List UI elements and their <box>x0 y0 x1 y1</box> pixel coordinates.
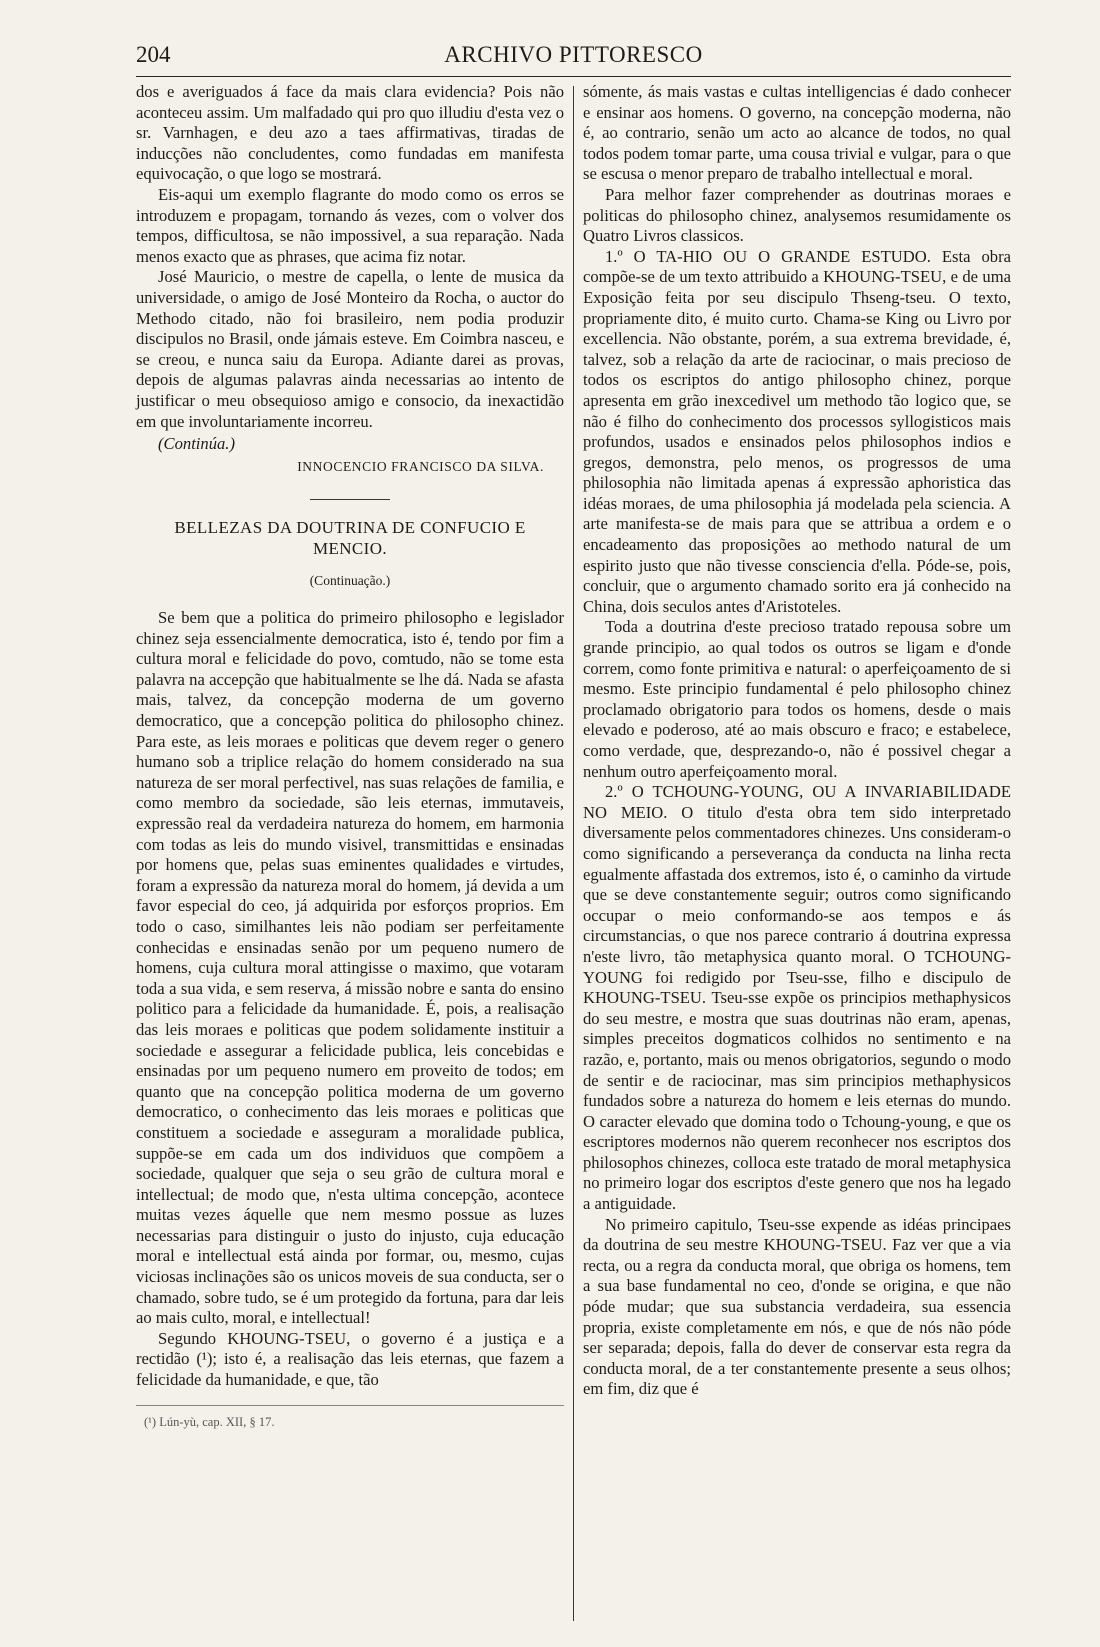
paragraph: Segundo KHOUNG-TSEU, o governo é a justiça e a rectidão (¹); isto é, a realisação das leis eternas, que fazem a felicidade da humanidade, e que, tão <box>136 1328 564 1390</box>
article-title: BELLEZAS DA DOUTRINA DE CONFUCIO E MENCIO. <box>174 518 526 558</box>
paragraph: Para melhor fazer comprehender as doutrinas moraes e politicas do philosopho chinez, analysemos resumidamente os Quatro Livros classicos. <box>583 184 1011 246</box>
footnote-rule <box>136 1405 564 1406</box>
paragraph: 1.º O TA-HIO OU O GRANDE ESTUDO. Esta obra compõe-se de um texto attribuido a KHOUNG-TSEU, e de uma Exposição feita por seu discipulo Thseng-tseu. O texto, propriamente dito, é muito curto. Chama-se King ou Livro por excellencia. Não obstante, porém, a sua extrema brevidade, é, talvez, sob a relação da arte de raciocinar, o mais precioso de todos os escriptos do antigo philosopho chinez, porque apresenta em grão inexcedivel um methodo tão logico que, se não é filho do conhecimento dos processos syllogisticos mais profundos, usados e ensinados pelos philosophos indios e gregos, demonstra, pelo menos, os progressos de uma philosophia não limitada apenas á expressão aphoristica das idéas moraes, de uma philosophia já modelada pela sciencia. A arte manifesta-se de mais para que se attribua a ordem e o encadeamento das proposições ao methodo natural de um espirito justo que não tivesse consciencia d'ella. Póde-se, pois, concluir, que o argumento chamado sorito era já conhecido na China, dois seculos antes d'Aristoteles. <box>583 246 1011 616</box>
column-divider <box>573 86 574 1621</box>
paragraph: dos e averiguados á face da mais clara evidencia? Pois não aconteceu assim. Um malfadado qui pro quo illudiu d'esta vez o sr. Varnhagen, e deu azo a taes affirmativas, tiradas de inducções não concludentes, como fundadas em manifesta equivocação, o que logo se mostrará. <box>136 82 564 184</box>
article-subtitle: (Continuação.) <box>309 573 391 589</box>
right-column <box>583 82 1011 1400</box>
paragraph: No primeiro capitulo, Tseu-sse expende as idéas principaes da doutrina de seu mestre KHOUNG-TSEU. Faz ver que a via recta, ou a regra da conducta moral, que obriga os homens, tem a sua base fundamental no ceo, d'onde se origina, e que não póde mudar; que sua substancia verdadeira, sua essencia propria, existe completamente em nós, e que de nós não póde ser separada; depois, falla do dever de conservar esta regra da conducta moral, de a ter constantemente presente a seus olhos; em fim, diz que é <box>583 1214 1011 1399</box>
paragraph: José Mauricio, o mestre de capella, o lente de musica da universidade, o amigo de José Monteiro da Rocha, o auctor do Methodo citado, não foi brasileiro, nem podia produzir discipulos no Brasil, onde jámais esteve. Em Coimbra nasceu, e se creou, e nunca saiu da Europa. Adiante darei as provas, depois de algumas palavras ainda necessarias ao intento de justificar o meu obsequioso amigo e consocio, da inexactidão em que involuntariamente incorreu. <box>136 267 564 431</box>
paragraph: sómente, ás mais vastas e cultas intelligencias é dado conhecer e ensinar aos homens. O governo, na concepção moderna, não é, ao contrario, senão um acto ao alcance de todos, no qual todos podem tomar parte, uma cousa trivial e vulgar, para o que se escusa o menor preparo de trabalho intellectual e moral. <box>583 82 1011 184</box>
paragraph: 2.º O TCHOUNG-YOUNG, OU A INVARIABILIDADE NO MEIO. O titulo d'esta obra tem sido interpretado diversamente pelos commentadores chinezes. Uns consideram-o como significando a perseverança da conducta na linha recta egualmente affastada dos extremos, isto é, o caminho da virtude que se deve constantemente seguir; outros como significando occupar o meio conformando-se aos tempos e ás circumstancias, o que nos parece contrario á doutrina expressa n'este livro, tão metaphysica quanto moral. O TCHOUNG-YOUNG foi redigido por Tseu-sse, filho e discipulo de KHOUNG-TSEU. Tseu-sse expõe os principios methaphysicos do seu mestre, e mostra que suas doutrinas não eram, apenas, simples preceitos dogmaticos colhidos no sentimento e na razão, e, portanto, mais ou menos obrigatorios, segundo o modo de sentir e de raciocinar, mas sim principios methaphysicos fundados sobre a natureza do homem e leis eternas do mundo. O caracter elevado que domina todo o Tchoung-young, e que os escriptores modernos não querem reconhecer nos escriptos dos philosophos chinezes, colloca este tratado de moral metaphysica no primeiro logar dos escriptos d'este genero que nos ha legado a antiguidade. <box>583 782 1011 1214</box>
section-separator <box>310 499 390 500</box>
paragraph: Eis-aqui um exemplo flagrante do modo como os erros se introduzem e propagam, tornando ás vezes, com o volver dos tempos, difficultosa, se não impossivel, a sua reparação. Nada menos exacto que as phrases, que acima fiz notar. <box>136 184 564 266</box>
page-header <box>136 42 1011 77</box>
author-signature: INNOCENCIO FRANCISCO DA SILVA. <box>297 458 544 474</box>
continuation-note: (Continúa.) <box>158 434 235 454</box>
left-column <box>136 82 564 1432</box>
paragraph: Se bem que a politica do primeiro philosopho e legislador chinez seja essencialmente democratica, isto é, tendo por fim a cultura moral e felicidade do povo, comtudo, não se tome esta palavra na accepção que habitualmente se lhe dá. Nada se afasta mais, talvez, da concepção moderna de um governo democratico, que a concepção politica do philosopho chinez. Para este, as leis moraes e politicas que devem reger o genero humano sob a triplice relação do homem considerado na sua natureza de ser moral perfectivel, nas suas relações de familia, e como membro da sociedade, são leis eternas, immutaveis, expressão real da verdadeira natureza do homem, em harmonia com todas as leis do mundo visivel, transmittidas e ensinadas por homens que, pelas suas eminentes qualidades e virtudes, foram a expressão da natureza moral do homem, já devida a um favor especial do ceo, já adquirida por esforços proprios. Em todo o caso, similhantes leis não podiam ser perfeitamente conhecidas e ensinadas senão por um pequeno numero de homens, cuja cultura moral attingisse o maximo, que votaram toda a sua vida, e sem reserva, á missão nobre e santa do ensino politico para a felicidade da humanidade. É, pois, a realisação das leis moraes e politicas que podem solidamente instituir a sociedade e assegurar a felicidade publica, leis concebidas e ensinadas por um pequeno numero em proveito de todos; em quanto que na concepção politica moderna de um governo democratico, o conhecimento das leis moraes e politicas que constituem a sociedade e asseguram a moralidade publica, suppõe-se em cada um dos individuos que compõem a sociedade, qualquer que seja o seu grão de cultura moral e intellectual; de modo que, n'esta ultima concepção, acontece muitas vezes áquelle que nem mesmo possue as luzes necessarias para distinguir o justo do injusto, cuja educação moral e intellectual está ainda por formar, ou, mesmo, cujas viciosas inclinações são os unicos moveis de sua conducta, ser o chamado, sobre tudo, se é um protegido da fortuna, para dar leis ao mais culto, moral, e intellectual! <box>136 608 564 1328</box>
paragraph: Toda a doutrina d'este precioso tratado repousa sobre um grande principio, ao qual todos os outros se ligam e d'onde correm, como fonte primitiva e natural: o aperfeiçoamento de si mesmo. Este principio fundamental é pelo philosopho chinez proclamado obrigatorio para todos os homens, desde o mais elevado e poderoso, até ao mais obscuro e fraco; e estabelece, como verdade, que, desprezando-o, não é possivel chegar a nenhum outro aperfeiçoamento moral. <box>583 617 1011 781</box>
running-title: ARCHIVO PITTORESCO <box>444 42 703 67</box>
footnote: (¹) Lún-yù, cap. XII, § 17. <box>144 1414 275 1429</box>
page-number: 204 <box>136 42 171 67</box>
